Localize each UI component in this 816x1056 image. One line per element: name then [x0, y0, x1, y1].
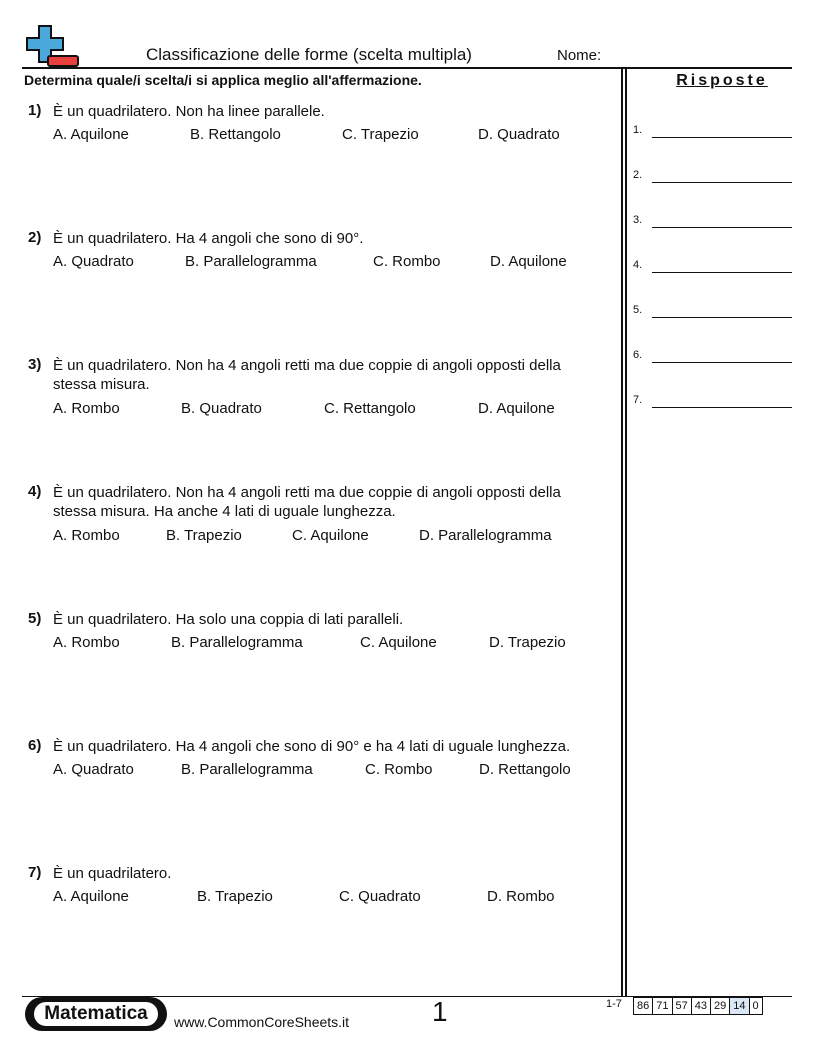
answer-number: 7.: [633, 394, 643, 406]
option-d[interactable]: D. Aquilone: [490, 253, 567, 270]
question-number: 6): [28, 737, 42, 754]
option-a[interactable]: A. Quadrato: [53, 761, 134, 778]
website-link[interactable]: www.CommonCoreSheets.it: [174, 1014, 350, 1030]
answers-heading: Risposte: [676, 72, 768, 89]
answer-line: [652, 227, 792, 228]
answer-slot-6[interactable]: [633, 349, 793, 363]
brand-label: Matematica: [34, 1002, 158, 1026]
question-text: È un quadrilatero. Ha 4 angoli che sono di 90° e ha 4 lati di uguale lunghezza.: [53, 738, 571, 755]
score-cell: 29: [711, 998, 730, 1014]
option-b[interactable]: B. Rettangolo: [190, 126, 281, 143]
score-cell: 14: [730, 998, 749, 1014]
question-text: È un quadrilatero. Non ha 4 angoli retti ma due coppie di angoli opposti della stessa misura.: [53, 357, 561, 393]
answer-number: 3.: [633, 214, 643, 226]
question-text: È un quadrilatero. Non ha 4 angoli retti ma due coppie di angoli opposti della stessa misura. Ha anche 4 lati di uguale lunghezza.: [53, 484, 561, 520]
answer-number: 4.: [633, 259, 643, 271]
option-b[interactable]: B. Trapezio: [197, 888, 273, 905]
answer-slot-1[interactable]: [633, 124, 793, 138]
score-cell: 57: [673, 998, 692, 1014]
score-cell: 86: [634, 998, 653, 1014]
option-a[interactable]: A. Rombo: [53, 527, 120, 544]
question-text: È un quadrilatero.: [53, 865, 172, 882]
plus-minus-logo-icon: [24, 24, 80, 68]
option-b[interactable]: B. Quadrato: [181, 400, 262, 417]
score-table: [633, 997, 763, 1015]
option-d[interactable]: D. Quadrato: [478, 126, 560, 143]
answer-number: 6.: [633, 349, 643, 361]
score-cell: 43: [692, 998, 711, 1014]
option-b[interactable]: B. Trapezio: [166, 527, 242, 544]
option-d[interactable]: D. Trapezio: [489, 634, 566, 651]
option-d[interactable]: D. Parallelogramma: [419, 527, 552, 544]
option-b[interactable]: B. Parallelogramma: [171, 634, 303, 651]
question-number: 4): [28, 483, 42, 500]
option-c[interactable]: C. Rettangolo: [324, 400, 416, 417]
score-cell: 0: [752, 1000, 759, 1012]
option-b[interactable]: B. Parallelogramma: [185, 253, 317, 270]
answer-line: [652, 182, 792, 183]
option-c[interactable]: C. Trapezio: [342, 126, 419, 143]
answer-line: [652, 137, 792, 138]
option-d[interactable]: D. Rombo: [487, 888, 555, 905]
page-title: Classificazione delle forme (scelta multipla): [146, 45, 472, 64]
answer-slot-4[interactable]: [633, 259, 793, 273]
option-d[interactable]: D. Aquilone: [478, 400, 555, 417]
answer-number: 5.: [633, 304, 643, 316]
question-number: 1): [28, 102, 42, 119]
answer-line: [652, 407, 792, 408]
name-label: Nome:: [557, 47, 602, 64]
page-number: 1: [432, 996, 448, 1027]
answer-slot-7[interactable]: [633, 394, 793, 408]
option-a[interactable]: A. Aquilone: [53, 126, 129, 143]
option-c[interactable]: C. Aquilone: [292, 527, 369, 544]
answer-column-divider-inner: [625, 67, 627, 997]
option-b[interactable]: B. Parallelogramma: [181, 761, 313, 778]
question-text: È un quadrilatero. Ha 4 angoli che sono di 90°.: [53, 230, 364, 247]
question-range: 1-7: [606, 998, 622, 1010]
question-number: 7): [28, 864, 42, 881]
option-a[interactable]: A. Rombo: [53, 634, 120, 651]
question-text: È un quadrilatero. Non ha linee parallele.: [53, 103, 325, 120]
answer-line: [652, 317, 792, 318]
answer-number: 1.: [633, 124, 643, 136]
answer-column-divider: [621, 67, 623, 997]
option-c[interactable]: C. Rombo: [365, 761, 433, 778]
answer-line: [652, 362, 792, 363]
option-a[interactable]: A. Rombo: [53, 400, 120, 417]
brand-badge: [25, 997, 167, 1031]
option-c[interactable]: C. Quadrato: [339, 888, 421, 905]
option-c[interactable]: C. Rombo: [373, 253, 441, 270]
answer-slot-3[interactable]: [633, 214, 793, 228]
header-divider: [22, 67, 792, 69]
question-number: 3): [28, 356, 42, 373]
option-a[interactable]: A. Aquilone: [53, 888, 129, 905]
answer-number: 2.: [633, 169, 643, 181]
question-number: 2): [28, 229, 42, 246]
answer-slot-5[interactable]: [633, 304, 793, 318]
option-a[interactable]: A. Quadrato: [53, 253, 134, 270]
instructions: Determina quale/i scelta/i si applica meglio all'affermazione.: [24, 72, 422, 88]
score-cell: 71: [653, 998, 672, 1014]
answer-line: [652, 272, 792, 273]
option-d[interactable]: D. Rettangolo: [479, 761, 571, 778]
question-number: 5): [28, 610, 42, 627]
answer-slot-2[interactable]: [633, 169, 793, 183]
question-text: È un quadrilatero. Ha solo una coppia di lati paralleli.: [53, 611, 404, 628]
option-c[interactable]: C. Aquilone: [360, 634, 437, 651]
